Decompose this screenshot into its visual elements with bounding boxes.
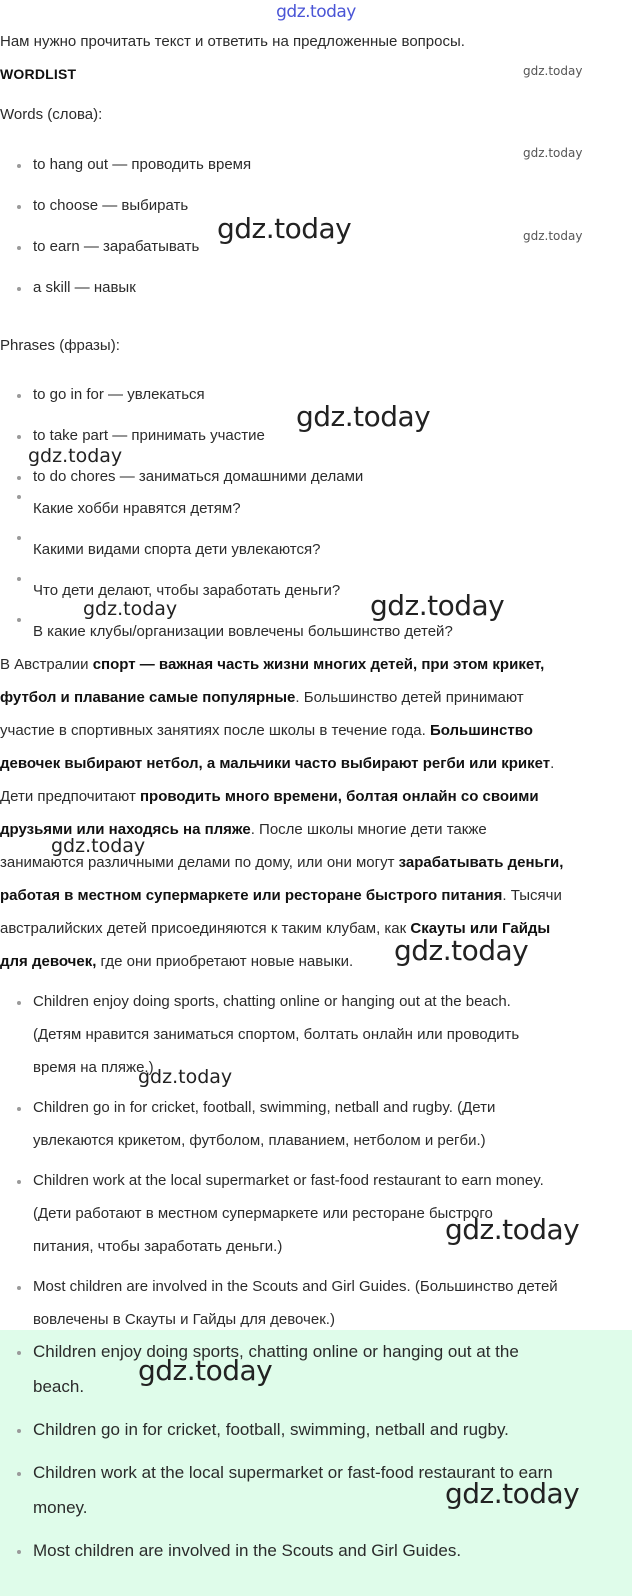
wordlist-heading: WORDLIST (0, 66, 77, 82)
text: . (550, 755, 555, 772)
watermark: gdz.today (28, 445, 123, 467)
text: участие в спортивных занятиях после школы в течение года. (0, 722, 430, 739)
answer-line: (Дети работают в местном супермаркете или ресторане быстрого (33, 1205, 493, 1222)
list-item: to go in for — увлекаться (0, 381, 632, 422)
bold-text: футбол и плавание самые популярные (0, 689, 296, 706)
text: занимаются различными делами по дому, или они могут (0, 854, 399, 871)
answer-line: Children enjoy doing sports, chatting online or hanging out at the (33, 1342, 519, 1361)
answer-line: питания, чтобы заработать деньги.) (33, 1238, 283, 1255)
list-item: Что дети делают, чтобы заработать деньги? (0, 577, 632, 618)
answer-line: время на пляже.) (33, 1059, 154, 1076)
text: . Тысячи (502, 887, 562, 904)
bold-text: проводить много времени, болтая онлайн со своими (139, 788, 539, 805)
final-answers-list (0, 1330, 632, 1568)
bilingual-answers-list (0, 985, 632, 1336)
list-item (0, 1533, 632, 1568)
list-item (0, 1334, 632, 1404)
text: . Большинство детей принимают (295, 689, 524, 706)
watermark: gdz.today (523, 146, 583, 160)
answer-line: Most children are involved in the Scouts and Girl Guides. (Большинство детей (33, 1278, 558, 1295)
answer-line: Children go in for cricket, football, swimming, netball and rugby. (Дети (33, 1099, 496, 1116)
list-item: to earn — зарабатывать (0, 233, 632, 274)
answer-line: вовлечены в Скауты и Гайды для девочек.) (33, 1311, 335, 1328)
text: где они приобретают новые навыки. (96, 953, 354, 970)
bold-text: работая в местном супермаркете или ресторане быстрого питания (0, 887, 503, 904)
bold-text: друзьями или находясь на пляже (0, 821, 251, 838)
words-heading: Words (слова): (0, 106, 103, 123)
watermark: gdz.today (296, 400, 431, 433)
answer-line: Children work at the local supermarket or fast-food restaurant to earn money. (33, 1172, 544, 1189)
list-item (0, 1412, 632, 1447)
list-item: a skill — навык (0, 274, 632, 315)
intro-text: Нам нужно прочитать текст и ответить на предложенные вопросы. (0, 33, 465, 50)
bold-text: Скауты или Гайды (410, 920, 551, 937)
summary-paragraph (0, 648, 632, 978)
answer-line: увлекаются крикетом, футболом, плаванием, нетболом и регби.) (33, 1132, 486, 1149)
list-item: to do chores — заниматься домашними делами (0, 463, 632, 504)
watermark: gdz.today (138, 1066, 233, 1088)
watermark: gdz.today (394, 934, 529, 967)
bold-text: спорт — важная часть жизни многих детей, при этом крикет, (92, 656, 545, 673)
watermark: gdz.today (83, 598, 178, 620)
phrases-heading: Phrases (фразы): (0, 337, 120, 354)
answer-line: beach. (33, 1377, 85, 1396)
top-watermark: gdz.today (276, 2, 356, 22)
watermark: gdz.today (523, 64, 583, 78)
bold-text: зарабатывать деньги, (398, 854, 564, 871)
final-answers-box (0, 1330, 632, 1596)
text: . После школы многие дети также (250, 821, 487, 838)
list-item: Какие хобби нравятся детям? (0, 495, 632, 536)
list-item: to hang out — проводить время (0, 151, 632, 192)
list-item: to take part — принимать участие (0, 422, 632, 463)
answer-line: Children enjoy doing sports, chatting online or hanging out at the beach. (33, 993, 511, 1010)
watermark: gdz.today (370, 589, 505, 622)
list-item: В какие клубы/организации вовлечены большинство детей? (0, 618, 632, 659)
list-item: to choose — выбирать (0, 192, 632, 233)
bold-text: Большинство (429, 722, 533, 739)
watermark: gdz.today (523, 229, 583, 243)
bold-text: для девочек, (0, 953, 97, 970)
list-item: Какими видами спорта дети увлекаются? (0, 536, 632, 577)
answer-line: Children go in for cricket, football, swimming, netball and rugby. (33, 1420, 509, 1439)
watermark: gdz.today (138, 1354, 273, 1387)
answer-line: Children work at the local supermarket or fast-food restaurant to earn (33, 1463, 553, 1482)
text: Дети предпочитают (0, 788, 140, 805)
watermark: gdz.today (445, 1477, 580, 1510)
list-item (0, 985, 632, 1084)
answer-line: money. (33, 1498, 88, 1517)
answer-line: (Детям нравится заниматься спортом, болтать онлайн или проводить (33, 1026, 520, 1043)
text: В Австралии (0, 656, 93, 673)
list-item (0, 1091, 632, 1157)
list-item (0, 1270, 632, 1336)
text: австралийских детей присоединяются к таким клубам, как (0, 920, 411, 937)
watermark: gdz.today (445, 1213, 580, 1246)
watermark: gdz.today (217, 212, 352, 245)
bold-text: девочек выбирают нетбол, а мальчики часто выбирают регби или крикет (0, 755, 551, 772)
questions-list (0, 495, 632, 659)
watermark: gdz.today (51, 835, 146, 857)
answer-line: Most children are involved in the Scouts and Girl Guides. (33, 1541, 462, 1560)
